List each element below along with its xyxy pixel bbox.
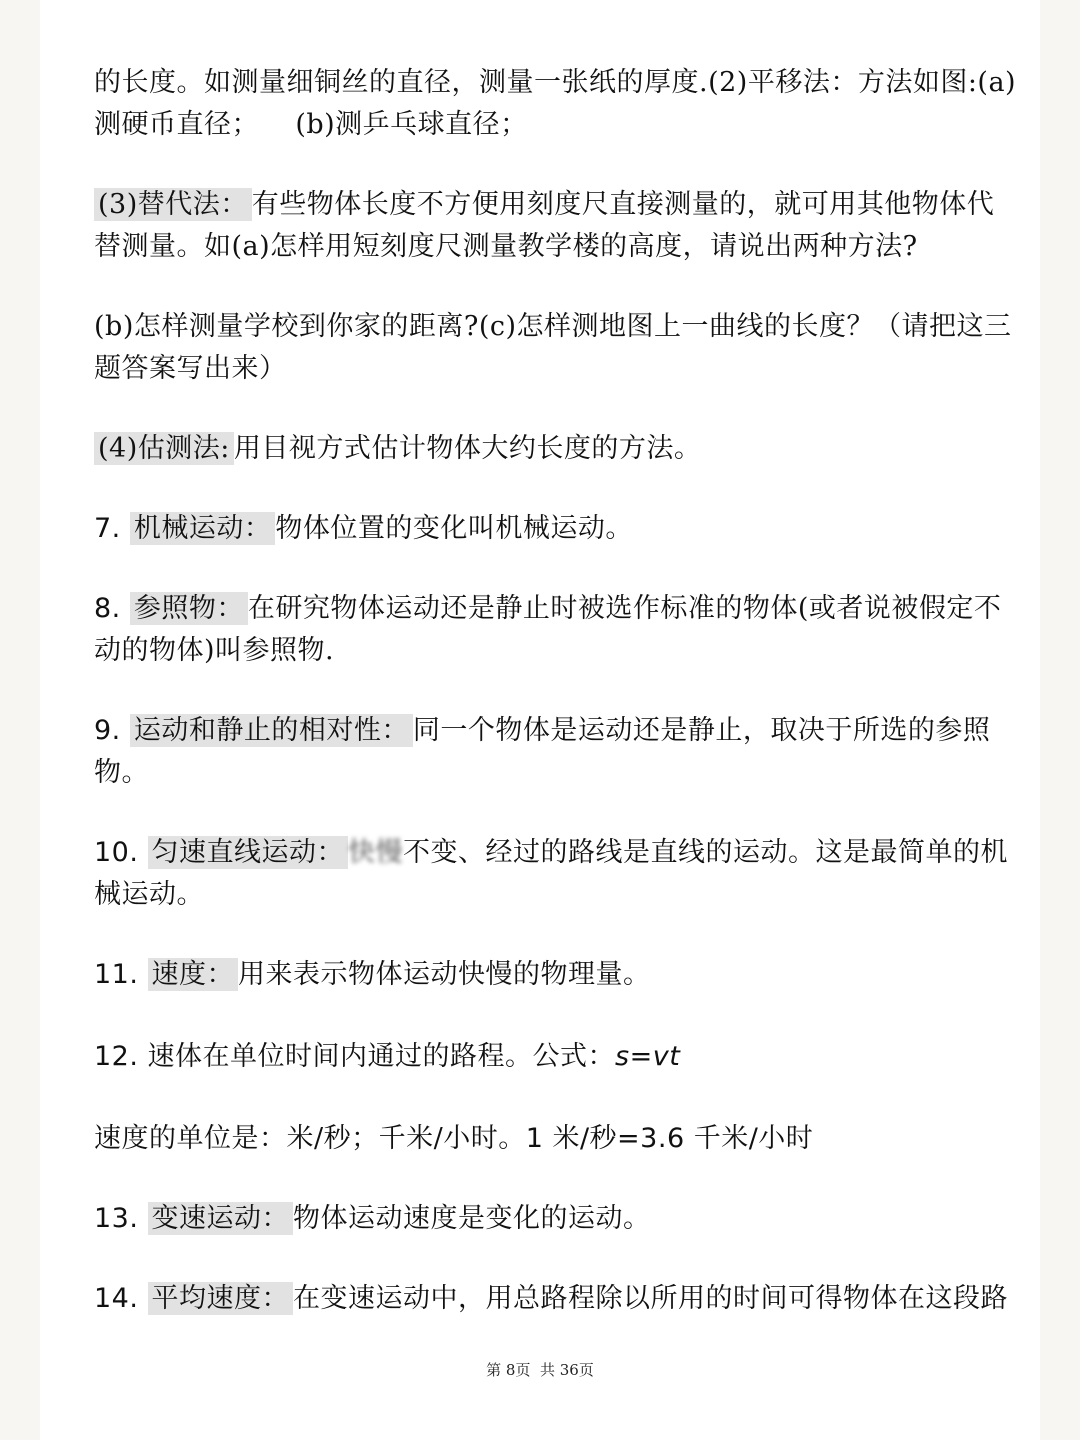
speed-units-line: 速度的单位是：米/秒；千米/小时。1 米/秒=3.6 千米/小时 — [94, 1123, 814, 1154]
item-14-number: 14. — [94, 1283, 139, 1314]
item-13-label: 变速运动： — [148, 1202, 294, 1235]
item-10-label: 匀速直线运动： — [148, 836, 349, 869]
item-12-number: 12. — [94, 1041, 139, 1072]
item-9-line-1: 9. 运动和静止的相对性： 同一个物体是运动还是静止，取决于所选的参照 — [94, 715, 991, 746]
replace-method-line-2: 替测量。如(a)怎样用短刻度尺测量教学楼的高度，请说出两种方法? — [94, 231, 918, 262]
item-8-label: 参照物： — [130, 592, 248, 625]
item-10-line-1: 10. 匀速直线运动： 快慢不变、经过的路线是直线的运动。这是最简单的机 — [94, 837, 1009, 868]
item-14-label: 平均速度： — [148, 1282, 294, 1315]
item-11: 11. 速度： 用来表示物体运动快慢的物理量。 — [94, 959, 651, 990]
estimate-method-line: (4)估测法: 用目视方式估计物体大约长度的方法。 — [94, 432, 994, 466]
questions-line-2: 题答案写出来） — [94, 353, 287, 384]
item-13: 13. 变速运动： 物体运动速度是变化的运动。 — [94, 1203, 651, 1234]
item-8-line-2: 动的物体)叫参照物. — [94, 635, 335, 666]
replace-method-label: (3)替代法： — [94, 188, 252, 221]
item-13-number: 13. — [94, 1203, 139, 1234]
unit-conversion: 1 米/秒=3.6 千米/小时 — [525, 1123, 814, 1154]
item-10-number: 10. — [94, 837, 139, 868]
item-9-number: 9. — [94, 715, 121, 746]
replace-method-line-1: (3)替代法： 有些物体长度不方便用刻度尺直接测量的，就可用其他物体代 — [94, 188, 994, 222]
speed-formula: s=vt — [615, 1041, 681, 1072]
item-7-label: 机械运动： — [130, 512, 276, 545]
item-9-label: 运动和静止的相对性： — [130, 714, 413, 747]
item-7-number: 7. — [94, 513, 121, 544]
item-11-number: 11. — [94, 959, 139, 990]
flat-method-line-1: 的长度。如测量细铜丝的直径，测量一张纸的厚度.(2)平移法：方法如图:(a) — [94, 67, 1017, 98]
estimate-method-label: (4)估测法: — [94, 432, 234, 465]
page-number-footer: 第 8页 共 36页 — [486, 1361, 594, 1379]
item-7: 7. 机械运动： 物体位置的变化叫机械运动。 — [94, 513, 633, 544]
blurred-text: 快慢 — [348, 837, 404, 868]
item-9-line-2: 物。 — [94, 757, 149, 788]
item-12: 12. 速体在单位时间内通过的路程。公式：s=vt — [94, 1041, 681, 1072]
flat-method-line-2: 测硬币直径； (b)测乒乓球直径； — [94, 109, 528, 140]
questions-line-1: (b)怎样测量学校到你家的距离?(c)怎样测地图上一曲线的长度？（请把这三 — [94, 311, 1012, 342]
item-8-line-1: 8. 参照物： 在研究物体运动还是静止时被选作标准的物体(或者说被假定不 — [94, 593, 1002, 624]
item-14: 14. 平均速度： 在变速运动中，用总路程除以所用的时间可得物体在这段路 — [94, 1283, 1009, 1314]
item-10-line-2: 械运动。 — [94, 879, 204, 910]
item-11-label: 速度： — [148, 958, 239, 991]
item-8-number: 8. — [94, 593, 121, 624]
